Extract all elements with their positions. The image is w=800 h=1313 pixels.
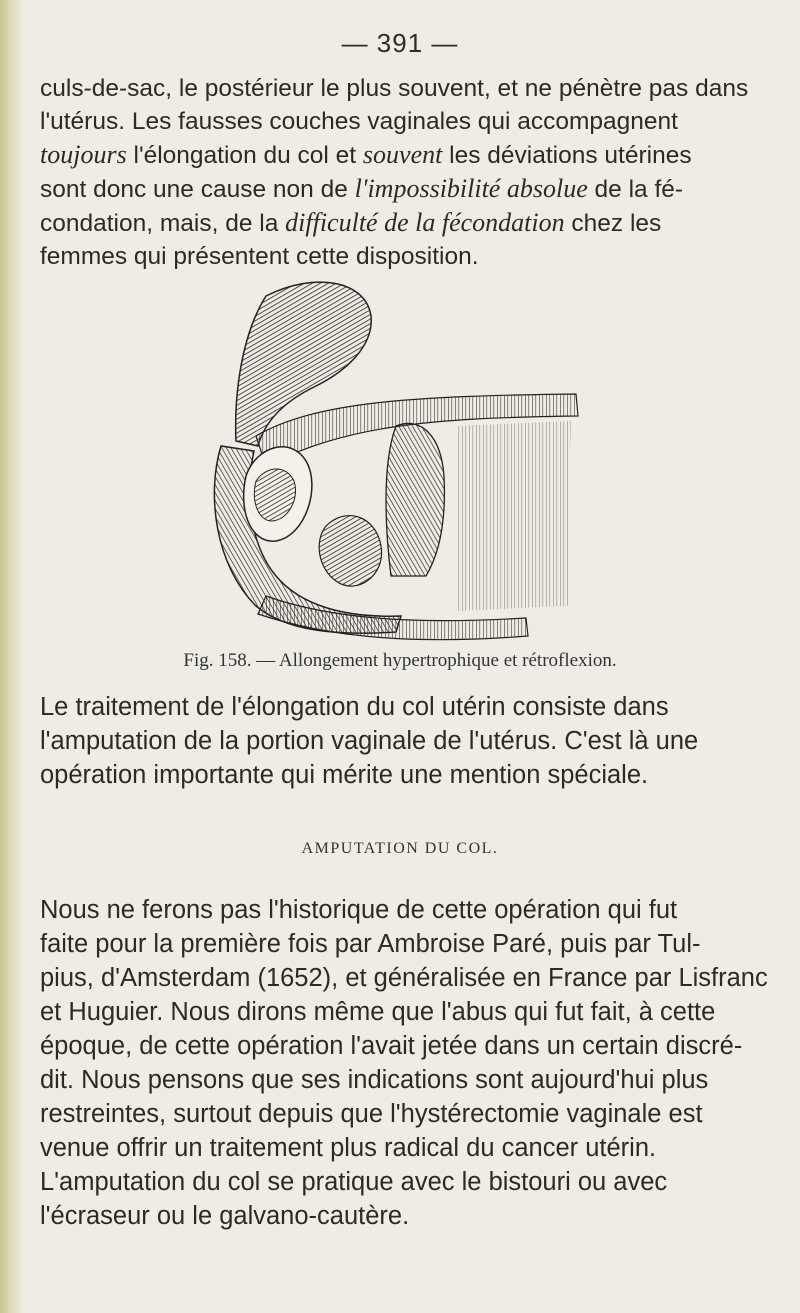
italic-run: souvent — [362, 140, 443, 169]
text-line: dit. Nous pensons que ses indications sont aujourd'hui plus — [40, 1066, 709, 1094]
text-line: condation, mais, de la difficulté de la fécondation chez les — [40, 208, 662, 237]
text-line: toujours l'élongation du col et souvent les déviations utérines — [40, 140, 692, 169]
text-line: restreintes, surtout depuis que l'hystérectomie vaginale est — [40, 1100, 703, 1128]
text-line: Le traitement de l'élongation du col utérin consiste dans — [40, 693, 669, 721]
text-line: opération importante qui mérite une mention spéciale. — [40, 761, 649, 789]
paragraph-2 — [40, 690, 740, 792]
text-line: venue offrir un traitement plus radical du cancer utérin. — [40, 1134, 657, 1162]
italic-run: difficulté de la fécondation — [285, 208, 565, 237]
section-heading: AMPUTATION DU COL. — [301, 840, 499, 857]
figure-illustration — [196, 276, 586, 648]
text-line: sont donc une cause non de l'impossibilité absolue de la fé- — [40, 174, 684, 203]
text-line: l'amputation de la portion vaginale de l'utérus. C'est là une — [40, 727, 699, 755]
text-line: femmes qui présentent cette disposition. — [40, 243, 479, 270]
text-line: l'écraseur ou le galvano-cautère. — [40, 1202, 410, 1230]
text-line: pius, d'Amsterdam (1652), et généralisée en France par Lisfranc — [40, 964, 768, 992]
paragraph-3 — [40, 893, 768, 1233]
text-line: Nous ne ferons pas l'historique de cette opération qui fut — [40, 896, 678, 924]
page-number: — 391 — — [341, 28, 459, 58]
italic-run: toujours — [40, 140, 127, 169]
central-mass — [386, 423, 444, 576]
text-line: l'utérus. Les fausses couches vaginales qui accompagnent — [40, 108, 678, 135]
text-line: culs-de-sac, le postérieur le plus souvent, et ne pénètre pas dans — [40, 75, 749, 102]
paragraph-1 — [40, 72, 749, 273]
text-line: L'amputation du col se pratique avec le bistouri ou avec — [40, 1168, 668, 1196]
figure-caption: Fig. 158. — Allongement hypertrophique et rétroflexion. — [183, 650, 617, 671]
text-line: époque, de cette opération l'avait jetée dans un certain discré- — [40, 1032, 743, 1060]
text-line: et Huguier. Nous dirons même que l'abus qui fut fait, à cette — [40, 998, 716, 1026]
text-line: faite pour la première fois par Ambroise Paré, puis par Tul- — [40, 930, 701, 958]
italic-run: l'impossibilité absolue — [354, 174, 588, 203]
